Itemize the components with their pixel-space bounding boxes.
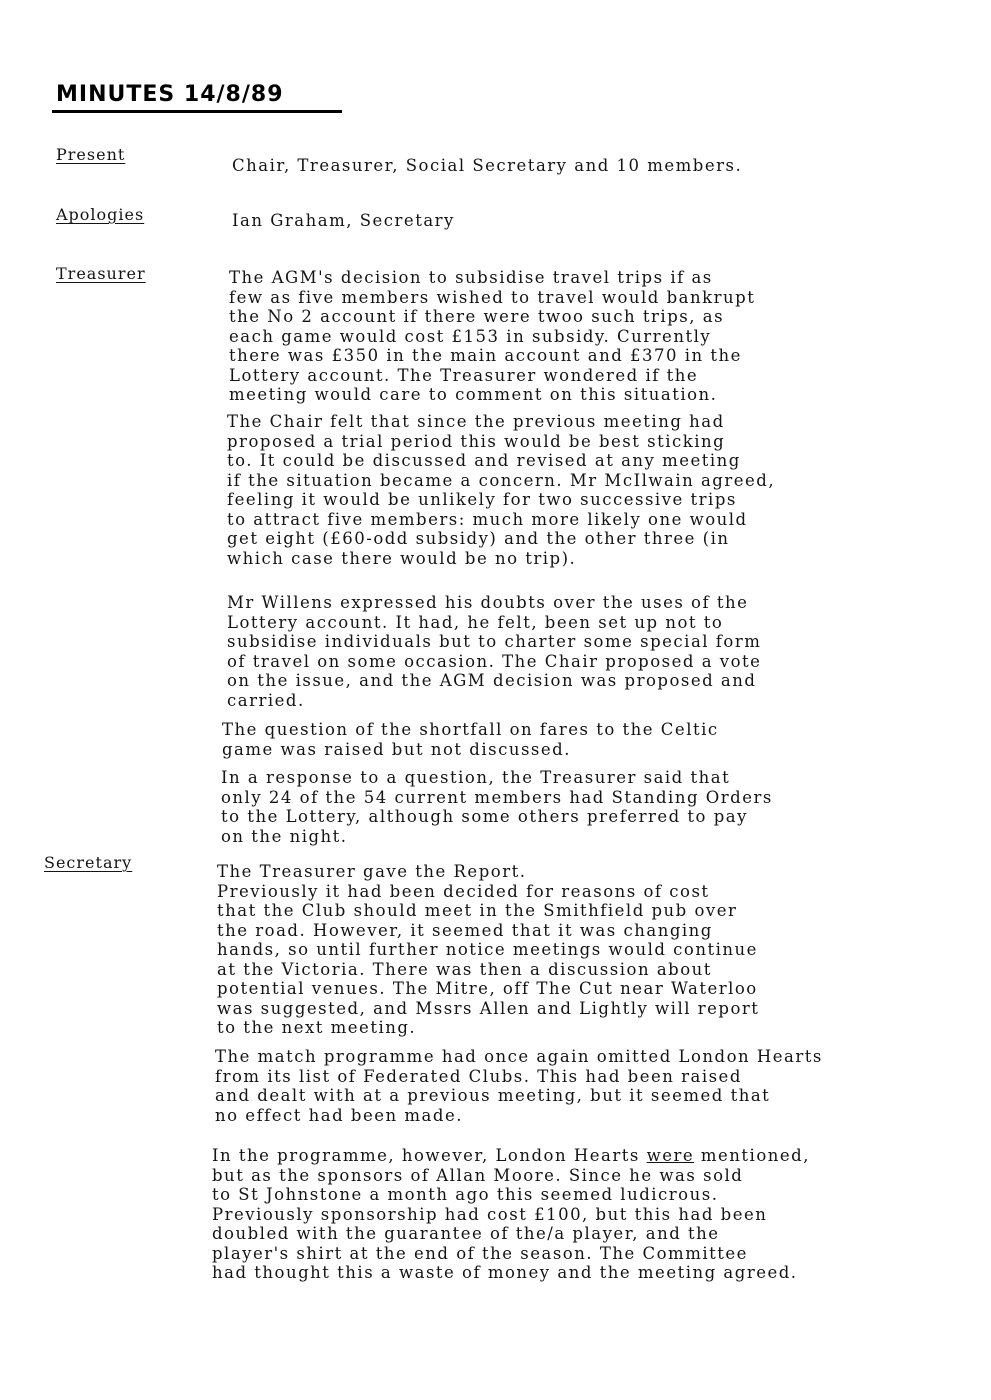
text-line: Previously sponsorship had cost £100, but this had been (212, 1204, 768, 1224)
page-title: MINUTES 14/8/89 (56, 82, 284, 107)
secretary-paragraph-2 (215, 1047, 823, 1125)
text-line: doubled with the guarantee of the/a player, and the (212, 1224, 720, 1243)
text-line: no effect had been made. (215, 1105, 463, 1125)
text-span: mentioned, (694, 1146, 810, 1165)
text-line: to the Lottery, although some others preferred to pay (221, 807, 748, 826)
text-line: each game would cost £153 in subsidy. Currently (229, 326, 712, 346)
secretary-label: Secretary (44, 853, 133, 872)
text-line: The Chair felt that since the previous meeting had (227, 412, 725, 431)
text-line: had thought this a waste of money and the meeting agreed. (212, 1263, 798, 1282)
secretary-paragraph-1 (217, 862, 759, 1038)
title-underline (52, 110, 342, 113)
treasurer-paragraph-4 (222, 720, 719, 759)
text-line: to attract five members: much more likely one would (227, 509, 748, 529)
text-line: few as five members wished to travel would bankrupt (229, 287, 756, 307)
treasurer-label: Treasurer (56, 264, 146, 283)
text-span: In the programme, however, London Hearts (212, 1146, 647, 1165)
text-line: get eight (£60-odd subsidy) and the other three (in (227, 529, 730, 548)
text-line: Lottery account. The Treasurer wondered if the (229, 365, 699, 385)
text-line: to St Johnstone a month ago this seemed ludicrous. (212, 1185, 719, 1204)
text-line: The AGM's decision to subsidise travel trips if as (229, 268, 713, 287)
apologies-text: Ian Graham, Secretary (232, 211, 455, 230)
text-line: on the issue, and the AGM decision was proposed and (227, 671, 757, 690)
text-line: The question of the shortfall on fares to the Celtic (222, 720, 719, 739)
text-line: but as the sponsors of Allan Moore. Since he was sold (212, 1165, 744, 1185)
text-line: subsidise individuals but to charter some special form (227, 632, 762, 651)
text-line: at the Victoria. There was then a discussion about (217, 959, 712, 979)
treasurer-paragraph-5 (221, 768, 773, 846)
text-line: if the situation became a concern. Mr McIlwain agreed, (227, 470, 776, 490)
text-line: on the night. (221, 826, 348, 846)
text-line: hands, so until further notice meetings would continue (217, 940, 758, 959)
text-line: feeling it would be unlikely for two successive trips (227, 490, 737, 509)
text-line: potential venues. The Mitre, off The Cut near Waterloo (217, 979, 758, 998)
text-line: to. It could be discussed and revised at any meeting (227, 451, 741, 470)
text-line: The Treasurer gave the Report. (217, 862, 527, 881)
text-line: game was raised but not discussed. (222, 739, 571, 759)
treasurer-paragraph-3 (227, 593, 761, 710)
text-line: In a response to a question, the Treasurer said that (221, 768, 731, 787)
text-line: Mr Willens expressed his doubts over the uses of the (227, 593, 749, 612)
text-line: to the next meeting. (217, 1018, 417, 1037)
present-text: Chair, Treasurer, Social Secretary and 10 members. (232, 156, 743, 175)
underlined-word: were (646, 1146, 695, 1165)
text-line: was suggested, and Mssrs Allen and Lightly will report (217, 998, 760, 1018)
text-line: carried. (227, 690, 305, 710)
present-label: Present (56, 145, 126, 164)
text-line: proposed a trial period this would be best sticking (227, 431, 726, 451)
text-line: of travel on some occasion. The Chair proposed a vote (227, 651, 762, 671)
apologies-label: Apologies (56, 205, 145, 224)
text-line: and dealt with at a previous meeting, but it seemed that (215, 1086, 771, 1105)
text-line: meeting would care to comment on this situation. (229, 385, 718, 404)
text-line (212, 1146, 810, 1166)
text-line: the No 2 account if there were twoo such trips, as (229, 307, 725, 326)
treasurer-paragraph-2 (227, 412, 775, 568)
text-line: there was £350 in the main account and £370 in the (229, 346, 742, 365)
text-line: Lottery account. It had, he felt, been set up not to (227, 612, 724, 632)
text-line: which case there would be no trip). (227, 548, 577, 568)
text-line: from its list of Federated Clubs. This had been raised (215, 1066, 742, 1086)
text-line: player's shirt at the end of the season. The Committee (212, 1243, 748, 1263)
text-line: Previously it had been decided for reasons of cost (217, 881, 710, 901)
secretary-paragraph-3 (212, 1146, 810, 1283)
text-line: The match programme had once again omitted London Hearts (215, 1047, 823, 1066)
text-line: only 24 of the 54 current members had Standing Orders (221, 787, 773, 807)
text-line: the road. However, it seemed that it was changing (217, 920, 713, 940)
treasurer-paragraph-1 (229, 268, 755, 405)
text-line: that the Club should meet in the Smithfield pub over (217, 901, 738, 920)
